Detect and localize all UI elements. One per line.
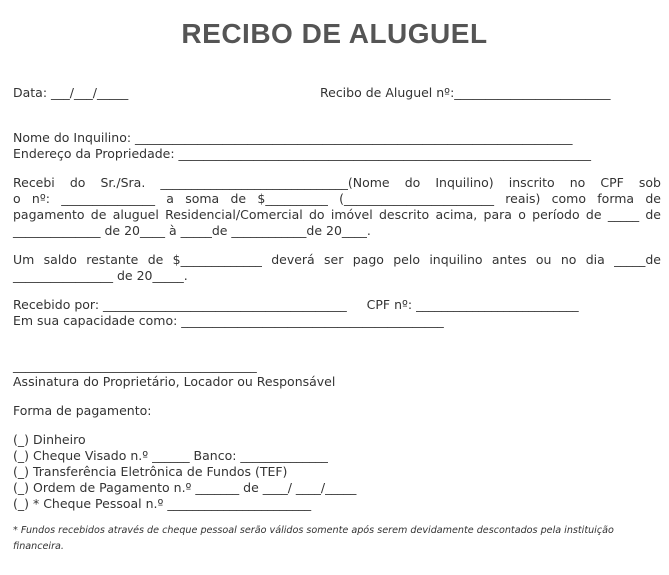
signature-label: Assinatura do Proprietário, Locador ou Responsável: [13, 374, 336, 389]
receipt-paragraph-line-4: ______________ de 20____ à _____de ____________de 20____.: [13, 223, 371, 238]
payment-option-personal-check: (_) * Cheque Pessoal n.º _______________________: [13, 496, 312, 511]
receipt-paragraph-line-3: pagamento de aluguel Residencial/Comercial do imóvel descrito acima, para o período de _____ de: [13, 207, 661, 222]
capacity-field: Em sua capacidade como: __________________________________________: [13, 313, 444, 328]
payment-option-money-order: (_) Ordem de Pagamento n.º _______ de ____/ ____/_____: [13, 480, 357, 495]
balance-paragraph-line-1: Um saldo restante de $_____________ deverá ser pago pelo inquilino antes ou no dia _____de: [13, 252, 661, 267]
received-by-field: Recebido por: _______________________________________ CPF nº: __________________________: [13, 297, 579, 312]
date-field: Data: ___/___/_____: [13, 85, 129, 100]
payment-heading: Forma de pagamento:: [13, 403, 152, 418]
footnote: * Fundos recebidos através de cheque pessoal serão válidos somente após serem devidamente descontados pela instituição financeira.: [13, 525, 614, 552]
payment-option-eft: (_) Transferência Eletrônica de Fundos (TEF): [13, 464, 288, 479]
receipt-paragraph-line-1: Recebi do Sr./Sra. ______________________________(Nome do Inquilino) inscrito no CPF sob: [13, 175, 661, 190]
payment-option-certified-check: (_) Cheque Visado n.º ______ Banco: ______________: [13, 448, 328, 463]
balance-paragraph-line-2: ________________ de 20_____.: [13, 268, 188, 283]
property-address-field: Endereço da Propriedade: __________________________________________________________________: [13, 146, 592, 161]
payment-option-cash: (_) Dinheiro: [13, 432, 86, 447]
page-title: RECIBO DE ALUGUEL: [181, 18, 488, 49]
tenant-name-field: Nome do Inquilino: ______________________________________________________________________: [13, 130, 573, 145]
receipt-number-field: Recibo de Aluguel nº:_________________________: [320, 85, 611, 100]
receipt-paragraph-line-2: o nº: _______________ a soma de $__________ (________________________ reais) como forma de: [13, 191, 661, 206]
signature-line: _______________________________________: [13, 358, 257, 373]
